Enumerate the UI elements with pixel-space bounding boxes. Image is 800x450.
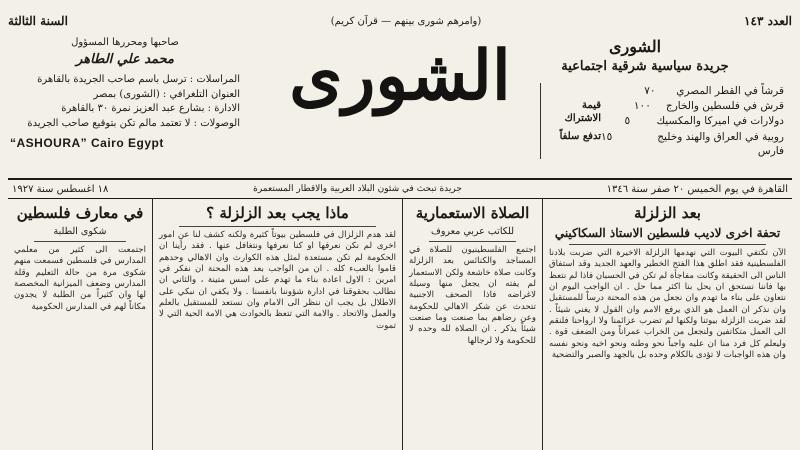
owner-caption: صاحبها ومحررها المسؤول — [71, 37, 179, 48]
hijri-date: القاهرة في يوم الخميس ٢٠ صفر سنة ١٣٤٦ — [606, 183, 788, 195]
subscription-table — [540, 83, 790, 159]
subscription-amount: ٥ — [624, 115, 631, 128]
date-strip — [8, 178, 792, 199]
divider — [429, 241, 516, 242]
masthead-info-left — [10, 36, 240, 153]
subscription-text: دولارات في اميركا والمكسيك — [656, 115, 784, 128]
article-body: اجتمع الفلسطينيون للصلاة في المساجد والكنائس بعد الزلزلة وكانت صلاة خاشعة ولكن الاستعمار لم يفته ان يجعل منها وسيلة لاغراضه فاذا الصحف الاجنبية تتحدث عن شكر الاهالي للحكومة وعن رضاهم بما صنعت وما صنعت شيئاً يذكر . ان الصلاة لله وحده لا للحكومة ولا لرجالها — [409, 245, 536, 346]
issue-number: العدد ١٤٣ — [744, 14, 792, 28]
divider — [569, 244, 766, 245]
subscription-text: روبية في العراق والهند وخليج فارس — [657, 130, 784, 157]
latin-address: “ASHOURA” Cairo Egypt — [10, 136, 164, 151]
subscription-label-line: قيمة الاشتراك — [564, 99, 601, 125]
article-column — [8, 198, 152, 450]
contact-line: العنوان التلغرافي : (الشورى) بمصر — [93, 88, 240, 100]
subscription-text: قرش في فلسطين والخارج — [665, 100, 784, 113]
subscription-row — [601, 99, 784, 113]
top-strip — [8, 10, 792, 32]
masthead — [0, 32, 800, 172]
subscription-label-line: تدفع سلفاً — [559, 130, 601, 142]
article-column — [152, 198, 402, 450]
nameplate — [250, 36, 550, 162]
article-headline: في معارف فلسطين — [16, 204, 144, 222]
article-column — [402, 198, 542, 450]
gregorian-date: ١٨ اغسطس سنة ١٩٢٧ — [12, 183, 109, 195]
divider — [34, 241, 126, 242]
article-columns — [8, 198, 792, 450]
contact-line: المراسلات : ترسل باسم صاحب الجريدة بالقاهرة — [37, 74, 240, 86]
contact-line: الادارة : بشارع عبد العزيز نمرة ٣٠ بالقاهرة — [61, 103, 240, 115]
article-body: اجتمعت الى كثير من معلمي المدارس في فلسطين فسمعت منهم شكوى مرة من حالة التعليم وقلة المدارس وضعف الميزانية المخصصة لها وان كثيراً من الطلبة لا يجدون مكاناً لهم في المدارس الحكومية — [14, 245, 146, 312]
owner-signature: محمد علي الطاهر — [76, 51, 174, 67]
subscription-row — [601, 114, 784, 128]
article-body: الآن تكتفي البيوت التي نهدمها الزلزلة الاخيرة التي ضربت بلادنا الفلسطينية فقد اطلق هذا الفتح الخطير والعهد الجديد وقد استفاق الناس الى الحقيقة وكانت مفاجأة لم تكن في الحسبان فاذا لم نتعظ بها فاننا نستحق ان يحل بنا اكثر مما حل . ان الواجب اليوم ان نتعاون على بناء ما تهدم وان نجعل من هذه المحنة درساً للمستقبل وان نذكر ان العمل هو الذي يرفع الامم وان القول لا يغني شيئاً . لقد ضربت الزلزلة بيوتنا ولكنها لم تضرب عزائمنا ولا ارواحنا فلنقم الى العمل متكاتفين ولنجعل من الخراب عمراناً ومن الضعف قوة . وليعلم كل فرد منا ان عليه واجباً نحو وطنه ونحو اخيه ونحو نفسه وان هذه الواجبات لا تؤدى بالكلام وحده بل بالجهد والصبر والتضحية — [549, 248, 786, 361]
article-body: لقد هدم الزلزال في فلسطين بيوتاً كثيرة ولكنه كشف لنا عن امور اخرى لم نكن نعرفها او كنا نعرفها ونتغافل عنها . فقد رأينا ان الحكومة لم تكن مستعدة لمثل هذه الكوارث وان الاهالي وحدهم قاموا بالعبء كله . ان من الواجب بعد هذه المحنة ان نفكر في امرين : الاول اعادة بناء ما تهدم على اسس متينة ، والثاني ان نطالب بحقوقنا في ادارة شؤوننا بانفسنا . ولا يكفي ان نبكي على الاطلال بل يجب ان ننظر الى الامام وان نستعد للمستقبل بالعلم والعمل والاتحاد . والامة التي تتعظ بالحوادث هي الامة الحية التي لا تموت — [159, 230, 396, 331]
volume-year: السنة الثالثة — [8, 14, 68, 28]
subscription-rows — [601, 83, 790, 159]
subscription-row — [601, 130, 784, 158]
subtitle: جريدة سياسية شرقية اجتماعية — [561, 58, 729, 74]
subscription-amount: ٧٠ — [644, 85, 656, 98]
article-headline: بعد الزلزلة — [634, 204, 701, 222]
divider — [179, 226, 376, 227]
paper-purpose: جريدة تبحث في شئون البلاد العربية والاقطار المستعمرة — [253, 184, 462, 194]
contact-lines — [10, 73, 240, 131]
subscription-row — [601, 84, 784, 98]
article-byline: شكوى الطلبة — [53, 226, 107, 237]
masthead-motto: (وامرهم شورى بينهم — قرآن كريم) — [330, 15, 482, 27]
mini-title: الشورى — [608, 37, 662, 56]
nameplate-title: الشورى — [289, 36, 511, 116]
article-deck: تحفة اخرى لاديب فلسطين الاستاذ السكاكيني — [554, 226, 781, 240]
article-headline: الصلاة الاستعمارية — [415, 204, 530, 222]
subscription-text: قرشاً في القطر المصري — [676, 85, 784, 98]
subscription-amount: ١٠٠ — [633, 100, 651, 113]
article-column — [542, 198, 792, 450]
article-headline: ماذا يجب بعد الزلزلة ؟ — [206, 204, 349, 222]
article-byline: للكاتب عربي معروف — [430, 226, 514, 237]
subscription-amount: ١٥ — [601, 130, 613, 143]
masthead-info-right — [540, 36, 790, 159]
contact-line: الوصولات : لا تعتمد مالم تكن بتوقيع صاحب الجريدة — [27, 117, 240, 129]
